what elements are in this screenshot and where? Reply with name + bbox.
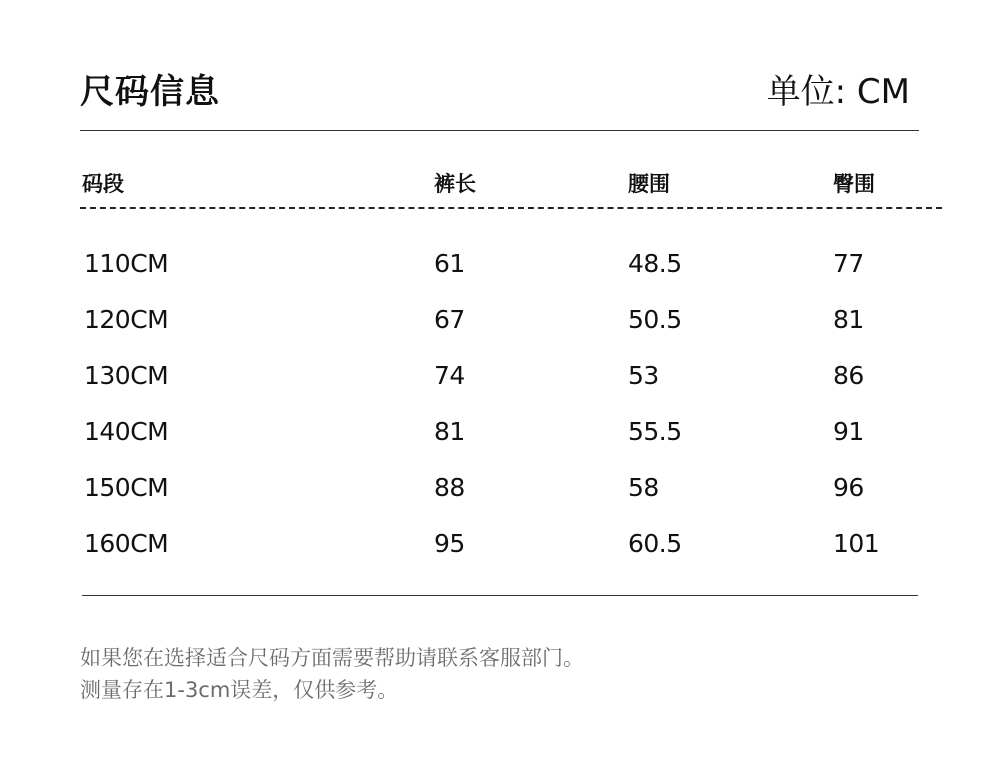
cell-pant-length: 61 [434, 249, 465, 278]
table-row [0, 529, 1000, 585]
cell-waist: 58 [628, 473, 659, 502]
cell-waist: 50.5 [628, 305, 682, 334]
header-dashed-divider [80, 207, 942, 209]
table-row [0, 473, 1000, 529]
cell-size: 130CM [84, 361, 169, 390]
cell-size: 160CM [84, 529, 169, 558]
cell-hip: 81 [833, 305, 864, 334]
cell-size: 110CM [84, 249, 169, 278]
table-row [0, 249, 1000, 305]
table-row [0, 417, 1000, 473]
cell-waist: 48.5 [628, 249, 682, 278]
unit-label: 单位: CM [766, 72, 910, 112]
cell-hip: 96 [833, 473, 864, 502]
column-header-size-range: 码段 [82, 172, 124, 196]
cell-pant-length: 88 [434, 473, 465, 502]
column-header-pant-length: 裤长 [434, 172, 476, 196]
cell-hip: 86 [833, 361, 864, 390]
cell-hip: 101 [833, 529, 880, 558]
cell-pant-length: 67 [434, 305, 465, 334]
cell-size: 140CM [84, 417, 169, 446]
cell-hip: 77 [833, 249, 864, 278]
column-header-waist: 腰围 [628, 172, 670, 196]
page-title: 尺码信息 [80, 72, 220, 112]
cell-size: 120CM [84, 305, 169, 334]
table-row [0, 361, 1000, 417]
top-divider [80, 130, 919, 131]
column-header-hip: 臀围 [833, 172, 875, 196]
cell-hip: 91 [833, 417, 864, 446]
cell-size: 150CM [84, 473, 169, 502]
help-note: 如果您在选择适合尺码方面需要帮助请联系客服部门。 [80, 646, 584, 670]
table-row [0, 305, 1000, 361]
cell-pant-length: 81 [434, 417, 465, 446]
cell-waist: 60.5 [628, 529, 682, 558]
measurement-disclaimer: 测量存在1-3cm误差，仅供参考。 [80, 678, 399, 702]
cell-waist: 53 [628, 361, 659, 390]
bottom-divider [82, 595, 918, 596]
cell-pant-length: 95 [434, 529, 465, 558]
cell-waist: 55.5 [628, 417, 682, 446]
cell-pant-length: 74 [434, 361, 465, 390]
